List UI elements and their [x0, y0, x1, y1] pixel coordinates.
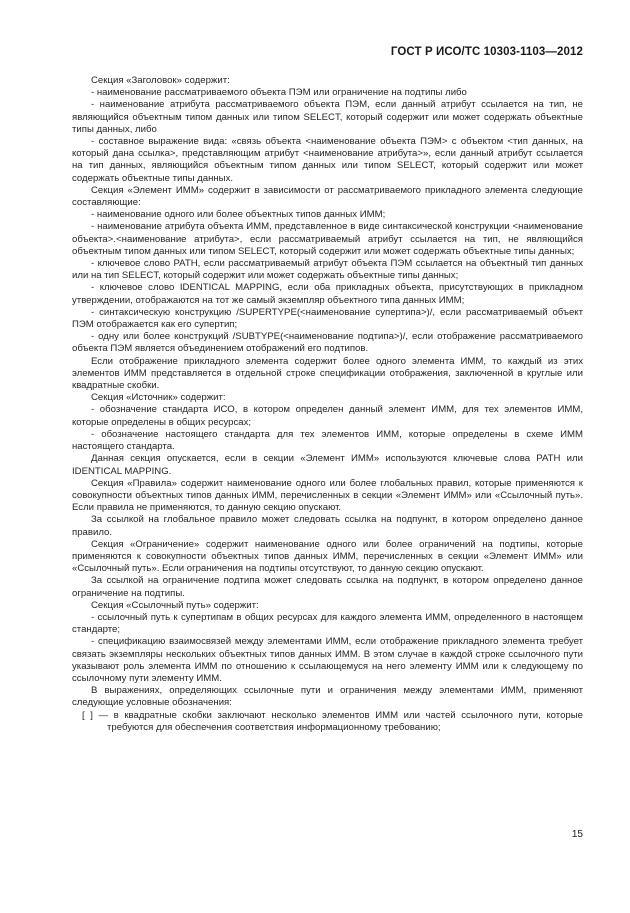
- paragraph: Секция «Элемент ИММ» содержит в зависимости от рассматриваемого прикладного элемента следующие составляющие:: [72, 184, 583, 209]
- paragraph: [ ] — в квадратные скобки заключают несколько элементов ИММ или частей ссылочного пути, которые требуются для обеспечения соответствия информационному требованию;: [82, 709, 583, 733]
- paragraph: Секция «Ограничение» содержит наименование одного или более ограничений на подтипы, которые применяются к совокупности объектных типов данных ИММ, перечисленных в секции «Элемент ИММ» или «Ссылочный путь». Если ограничения на подтипы отсутствуют, то данную секцию опускают.: [72, 538, 583, 575]
- paragraph: За ссылкой на глобальное правило может следовать ссылка на подпункт, в котором определено данное правило.: [72, 514, 583, 538]
- paragraph: Секция «Правила» содержит наименование одного или более глобальных правил, которые применяются к совокупности объектных типов данных ИММ, перечисленных в секции «Элемент ИММ» или «Ссылочный путь». Если правила не применяются, то данную секцию опускают.: [72, 477, 583, 514]
- paragraph: Данная секция опускается, если в секции «Элемент ИММ» используются ключевые слова PATH или IDENTICAL MAPPING.: [72, 453, 583, 477]
- paragraph: - обозначение настоящего стандарта для тех элементов ИММ, которые определены в схеме ИММ настоящего стандарта.: [72, 428, 583, 453]
- document-body: [72, 75, 583, 734]
- paragraph: - спецификацию взаимосвязей между элементами ИММ, если отображение прикладного элемента требует связать экземпляры нескольких объектных типов данных ИММ. В этом случае в каждой строке ссылочного пути указывают роль элемента ИММ по отношению к ссылающемуся на него элементу ИММ или к следующему по ссылочному пути элементу ИММ.: [72, 636, 583, 684]
- paragraph: Если отображение прикладного элемента содержит более одного элемента ИММ, то каждый из этих элементов ИММ представляется в отдельной строке спецификации отображения, заключенной в круглые или квадратные скобки.: [72, 355, 583, 392]
- paragraph: Секция «Источник» содержит:: [91, 392, 226, 404]
- paragraph: За ссылкой на ограничение подтипа может следовать ссылка на подпункт, в котором определено данное ограничение на подтипы.: [72, 575, 583, 599]
- paragraph: - наименование атрибута рассматриваемого объекта ПЭМ, если данный атрибут ссылается на тип, не являющийся объектным типом данных или типом SELECT, который содержит или может содержать объектные типы данных, либо: [72, 99, 583, 135]
- paragraph: - ссылочный путь к супертипам в общих ресурсах для каждого элемента ИММ, определенного в настоящем стандарте;: [72, 611, 583, 636]
- document-header: ГОСТ Р ИСО/ТС 10303-1103—2012: [390, 46, 583, 58]
- paragraph: - составное выражение вида: «связь объекта <наименование объекта ПЭМ> с объектом <тип данных, на который дана ссылка>, представляющим атрибут <наименование атрибута>», если данный атрибут ссылается на тип данных, являющийся объектным типом данных или типом SELECT, который содержит или может содержать объектные типы данных.: [72, 136, 583, 184]
- paragraph: - одну или более конструкций /SUBTYPE(<наименование подтипа>)/, если отображение рассматриваемого объекта ПЭМ является объединением отображений его подтипов.: [72, 331, 583, 355]
- paragraph: - ключевое слово PATH, если рассматриваемый атрибут объекта ПЭМ ссылается на объектный тип данных или на тип SELECT, который содержит или может содержать объектные типы данных;: [72, 258, 583, 282]
- paragraph: - наименование атрибута объекта ИММ, представленное в виде синтаксической конструкции <наименование объекта>.<наименование атрибута>, если рассматриваемый атрибут ссылается на тип, не являющийся объектным типом данных или типом SELECT, который содержит или может содержать объектные типы данных;: [72, 221, 583, 257]
- paragraph: Секция «Ссылочный путь» содержит:: [91, 599, 259, 611]
- paragraph: - ключевое слово IDENTICAL MAPPING, если оба прикладных объекта, присутствующих в прикладном утверждении, отображаются на тот же самый экземпляр объектного типа данных ИММ;: [72, 282, 583, 306]
- paragraph: - обозначение стандарта ИСО, в котором определен данный элемент ИММ, для тех элементов ИММ, которые определены в общих ресурсах;: [72, 404, 583, 428]
- page-number: 15: [571, 829, 583, 840]
- paragraph: - наименование одного или более объектных типов данных ИММ;: [91, 209, 386, 221]
- paragraph: Секция «Заголовок» содержит:: [91, 75, 230, 86]
- paragraph: - синтаксическую конструкцию /SUPERTYPE(<наименование супертипа>)/, если рассматриваемый объект ПЭМ отображается как его супертип;: [72, 306, 583, 331]
- paragraph: - наименование рассматриваемого объекта ПЭМ или ограничение на подтипы либо: [91, 87, 467, 99]
- paragraph: В выражениях, определяющих ссылочные пути и ограничения между элементами ИММ, применяют следующие условные обозначения:: [72, 685, 583, 709]
